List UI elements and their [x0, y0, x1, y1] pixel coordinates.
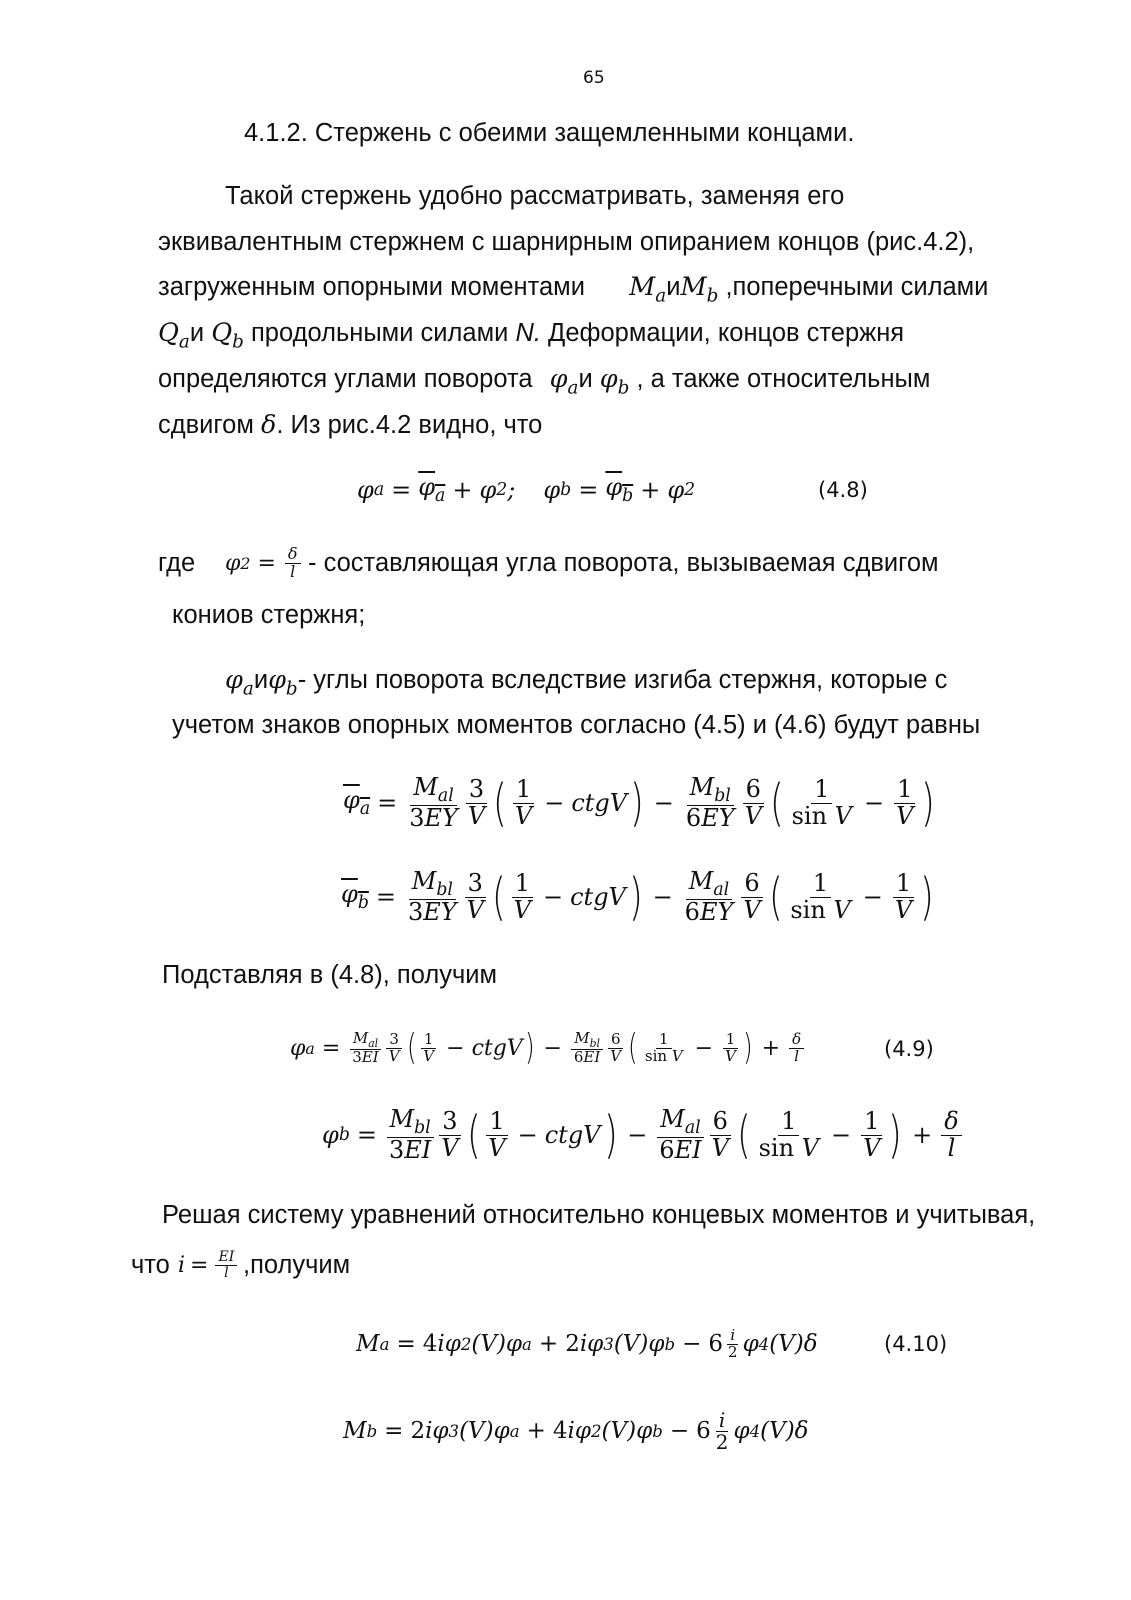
where-cont: кониов стержня;	[172, 601, 366, 629]
equation-4-8-label: (4.8)	[818, 478, 868, 502]
symbol-phi-b: $\varphi_b$	[599, 364, 630, 399]
para1-line4-tail: Деформации, концов стержня	[548, 319, 905, 347]
para1-line5-text: определяются углами поворота	[158, 365, 533, 393]
para1-line3	[158, 272, 988, 311]
symbol-phi-a: $\varphi_a$	[549, 364, 579, 399]
equation-4-9-phi-a: φ a = $\frac{M_{al}}{3EI}$ $\frac{3}{V}$ ( $\frac{1}{V}$ − ctgV ) − $\frac{M_{bl}}{6EI}$ $\frac{6}{V}$ ( $\frac{1}{\text{sin V}}$ − $\frac{1}{V}$ ) + $\frac{\delta}{l}$	[290, 1022, 806, 1074]
para1-line5	[158, 364, 930, 403]
para1-line6-text: сдвигом	[158, 411, 254, 439]
where-desc: - составляющая угла поворота, вызываемая сдвигом	[308, 549, 939, 577]
equation-phi-b-bar: $\varphi_b$ = $\frac{M_{bl}}{3EY}$ $\frac{3}{V}$ ( $\frac{1}{V}$ − ctgV ) − $\frac{M_{al}}{6EY}$ $\frac{6}{V}$ ( $\frac{1}{\text{sin V}}$ − $\frac{1}{V}$ )	[341, 866, 934, 926]
symbol-n: N.	[515, 319, 541, 347]
symbol-phi-b-2: $\varphi_b$	[268, 665, 298, 700]
para2-line1	[225, 665, 947, 704]
para1-line2: эквивалентным стержнем с шарнирным опиранием концов (рис.4.2),	[158, 228, 975, 256]
where-word: где	[158, 549, 196, 577]
and-word: и	[189, 319, 205, 347]
solving-line2	[131, 1250, 170, 1280]
symbol-qb: $Q_b$	[211, 318, 244, 353]
equation-4-9-label: (4.9)	[884, 1037, 934, 1061]
i-definition: i = $\frac{EI}{l}$	[178, 1242, 239, 1288]
para1-line4	[158, 318, 904, 357]
equation-4-9-phi-b: φ b = $\frac{M_{bl}}{3EI}$ $\frac{3}{V}$ ( $\frac{1}{V}$ − ctgV ) − $\frac{M_{al}}{6EI}$ $\frac{6}{V}$ ( $\frac{1}{\text{sin V}}$ − $\frac{1}{V}$ ) + $\frac{\delta}{l}$	[322, 1100, 964, 1170]
equation-4-10-label: (4.10)	[884, 1332, 948, 1356]
equation-4-8: φ a = $\varphi_a$ + φ 2 ; φ b = $\varphi_b$ + φ 2	[357, 473, 696, 507]
para1-line6	[158, 410, 542, 440]
and-word-3: и	[253, 666, 269, 694]
para1-line3-tail: ,поперечными силами	[725, 273, 989, 301]
solving-line2-text: что	[131, 1251, 170, 1279]
para1-line3-text: загруженным опорными моментами	[158, 273, 585, 301]
solving-line1: Решая систему уравнений относительно концевых моментов и учитывая,	[162, 1201, 1036, 1229]
para2-line2: учетом знаков опорных моментов согласно (4.5) и (4.6) будут равны	[172, 711, 981, 739]
equation-4-10-mb: M b = 2 iφ 3 (V)φ a + 4 iφ 2 (V)φ b − 6 $\frac{i}{2}$ φ 4 (V)δ	[343, 1407, 809, 1454]
equation-phi-a-bar: $\varphi_a$ = $\frac{M_{al}}{3EY}$ $\frac{3}{V}$ ( $\frac{1}{V}$ − ctgV ) − $\frac{M_{bl}}{6EY}$ $\frac{6}{V}$ ( $\frac{1}{\text{sin V}}$ − $\frac{1}{V}$ )	[343, 772, 936, 832]
moment-symbols: $M_aиM_b$	[629, 272, 719, 307]
para1-line4-text: продольными силами	[250, 319, 509, 347]
page-number: 65	[583, 68, 605, 88]
solving-line2-tail: ,получим	[243, 1251, 351, 1279]
para2-line1-text: - углы поворота вследствие изгиба стержня, которые с	[297, 666, 948, 694]
symbol-phi-a-2: $\varphi_a$	[225, 665, 254, 700]
section-heading: 4.1.2. Стержень с обеими защемленными концами.	[244, 119, 855, 147]
where-line	[158, 548, 195, 578]
para1-line5-tail: , а также относительным	[636, 365, 931, 393]
para1-line1: Такой стержень удобно рассматривать, заменяя его	[225, 182, 845, 210]
equation-4-10-ma: M a = 4 iφ 2 (V)φ a + 2 iφ 3 (V)φ b − 6 $\frac{i}{2}$ φ 4 (V)δ	[356, 1325, 818, 1361]
substituting-line: Подставляя в (4.8), получим	[162, 961, 498, 989]
para1-line6-tail: . Из рис.4.2 видно, что	[276, 411, 543, 439]
symbol-qa: $Q_a$	[158, 318, 190, 353]
symbol-delta: δ	[260, 410, 277, 440]
phi2-definition: φ 2 = $\frac{\delta}{l}$	[225, 538, 303, 588]
and-word-2: и	[578, 365, 593, 393]
